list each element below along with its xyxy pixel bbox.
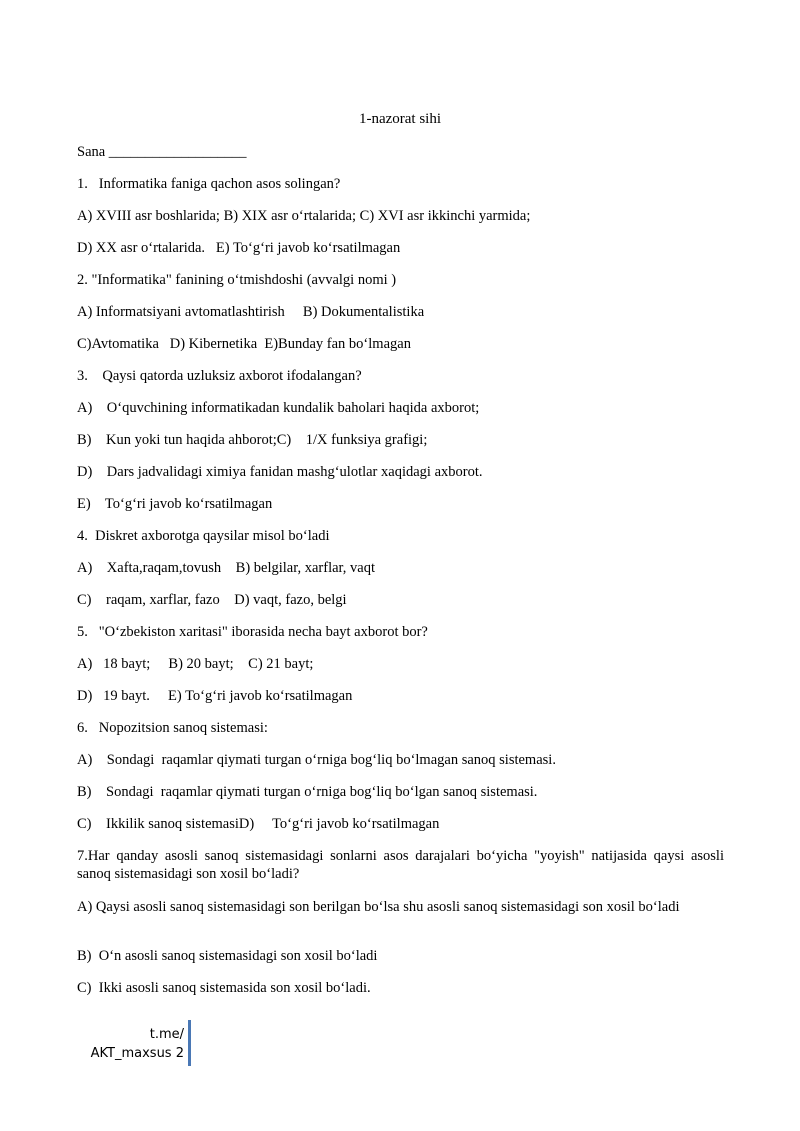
question-7-answer-c: C) Ikki asosli sanoq sistemasida son xosil boʻladi. [77, 980, 371, 996]
question-5-answers-row-1: A) 18 bayt; B) 20 bayt; C) 21 bayt; [77, 656, 314, 672]
question-4-answers-row-2: C) raqam, xarflar, fazo D) vaqt, fazo, belgi [77, 592, 347, 608]
date-line: Sana ___________________ [77, 144, 247, 160]
question-1-answers-row-2: D) XX asr oʻrtalarida. E) Toʻgʻri javob koʻrsatilmagan [77, 240, 401, 256]
footer-accent-bar [188, 1020, 191, 1066]
question-6: 6. Nopozitsion sanoq sistemasi: [77, 720, 268, 736]
question-6-answer-b: B) Sondagi raqamlar qiymati turgan oʻrniga bogʻliq boʻlgan sanoq sistemasi. [77, 784, 538, 800]
question-3-answer-a: A) Oʻquvchining informatikadan kundalik baholari haqida axborot; [77, 400, 480, 416]
question-2-answers-row-1: A) Informatsiyani avtomatlashtirish B) Dokumentalistika [77, 304, 425, 320]
question-1: 1. Informatika faniga qachon asos solingan? [77, 176, 341, 192]
question-3-answer-d: D) Dars jadvalidagi ximiya fanidan mashgʻulotlar xaqidagi axborot. [77, 464, 483, 480]
question-7-answer-b: B) Oʻn asosli sanoq sistemasidagi son xosil boʻladi [77, 948, 378, 964]
page-title [0, 111, 800, 128]
question-7-answer-a: A) Qaysi asosli sanoq sistemasidagi son berilgan boʻlsa shu asosli sanoq sistemasidagi son xosil boʻladi [77, 899, 680, 915]
question-3-answer-e: E) Toʻgʻri javob koʻrsatilmagan [77, 496, 273, 512]
question-6-answer-c-d: C) Ikkilik sanoq sistemasiD) Toʻgʻri javob koʻrsatilmagan [77, 816, 440, 832]
page-title-text: 1-nazorat sihi [358, 111, 442, 127]
question-3: 3. Qaysi qatorda uzluksiz axborot ifodalangan? [77, 368, 362, 384]
footer-watermark [80, 1025, 184, 1063]
question-4-answers-row-1: A) Xafta,raqam,tovush B) belgilar, xarflar, vaqt [77, 560, 376, 576]
footer-line-2: AKT_maxsus 2 [90, 1046, 184, 1061]
question-5-answers-row-2: D) 19 bayt. E) Toʻgʻri javob koʻrsatilmagan [77, 688, 353, 704]
footer-line-1: t.me/ [149, 1027, 184, 1042]
question-2: 2. "Informatika" fanining oʻtmishdoshi (avvalgi nomi ) [77, 272, 397, 288]
question-6-answer-a: A) Sondagi raqamlar qiymati turgan oʻrniga bogʻliq boʻlmagan sanoq sistemasi. [77, 752, 556, 768]
question-7: 7.Har qanday asosli sanoq sistemasidagi sonlarni asos darajalari boʻyicha "yoyish" natijasida qaysi asosli sanoq sistemasidagi son xosil boʻladi? [77, 848, 724, 882]
question-5: 5. "Oʻzbekiston xaritasi" iborasida necha bayt axborot bor? [77, 624, 428, 640]
question-1-answers-row-1: A) XVIII asr boshlarida; B) XIX asr oʻrtalarida; C) XVI asr ikkinchi yarmida; [77, 208, 531, 224]
question-4: 4. Diskret axborotga qaysilar misol boʻladi [77, 528, 330, 544]
question-2-answers-row-2: C)Avtomatika D) Kibernetika E)Bunday fan boʻlmagan [77, 336, 411, 352]
question-3-answer-b-c: B) Kun yoki tun haqida ahborot;C) 1/X funksiya grafigi; [77, 432, 428, 448]
